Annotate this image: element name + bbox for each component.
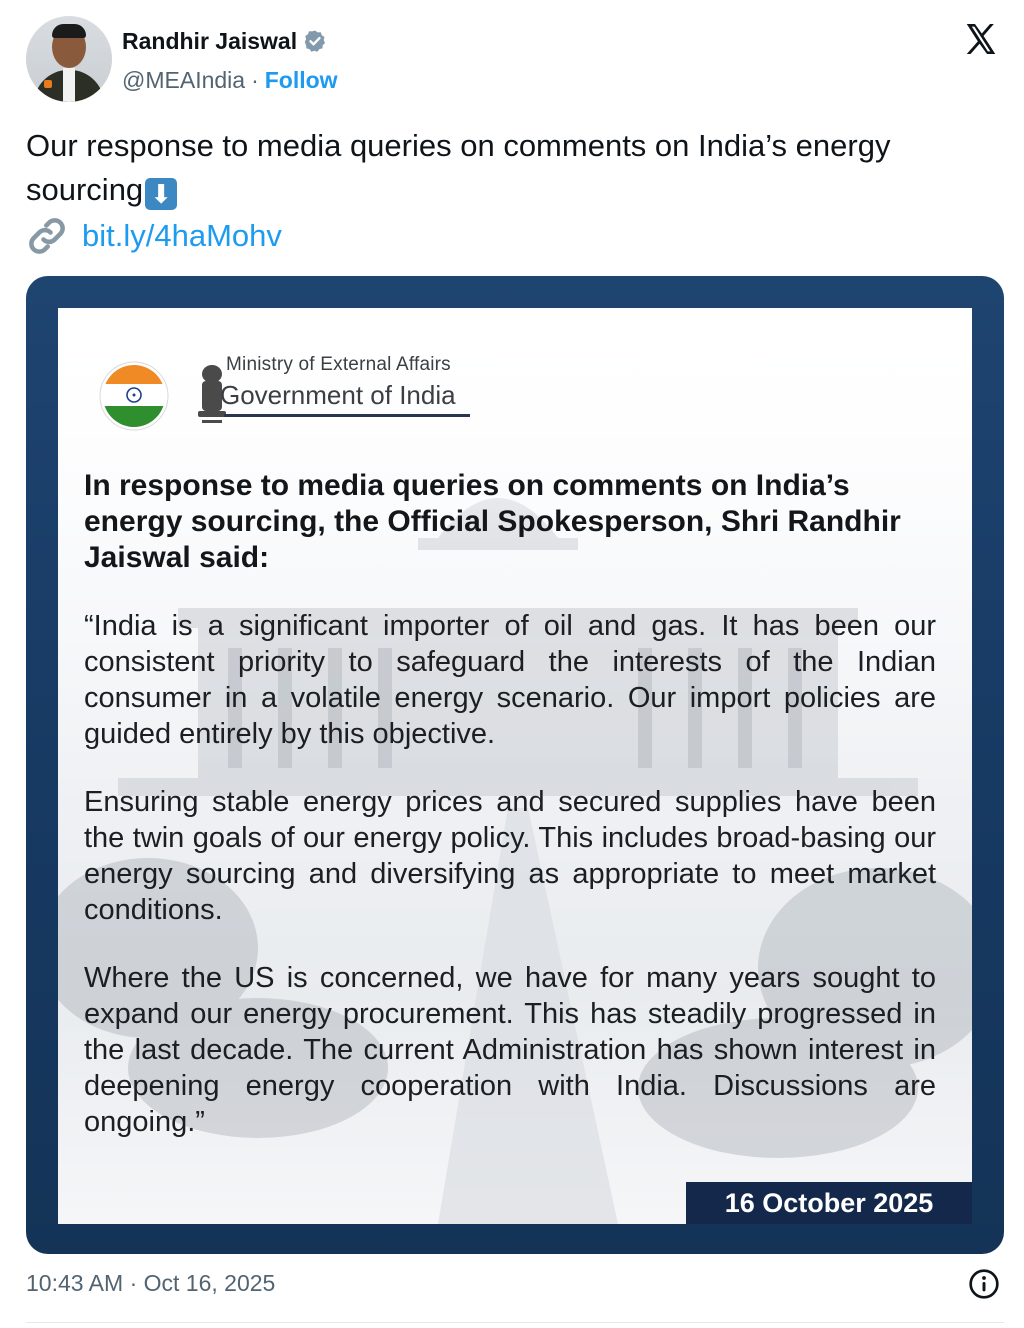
statement-paragraph-2: Ensuring stable energy prices and secured supplies have been the twin goals of our energy policy. This includes broad-basing our energy sourcing and diversifying as appropriate to meet market conditions. [84,786,936,926]
down-arrow-emoji-icon: ⬇ [145,178,177,210]
statement-headline: In response to media queries on comments on India’s energy sourcing, the Official Spokesperson, Shri Randhir Jaiswal said: [84,469,901,574]
follow-button[interactable]: Follow [264,66,338,93]
avatar-pin [44,80,52,88]
statement-panel [58,308,972,1224]
ministry-underline [224,414,470,417]
tweet-timestamp[interactable]: 10:43 AM · Oct 16, 2025 [26,1270,276,1296]
separator-dot: · [251,66,259,93]
ministry-name: Ministry of External Affairs [226,354,451,375]
tweet-body: Our response to media queries on comments on India’s energy sourcing [26,128,891,207]
footer-divider [26,1322,1004,1323]
author-avatar[interactable] [26,16,112,102]
statement-paragraph-1: “India is a significant importer of oil and gas. It has been our consistent priority to safeguard the interests of the Indian consumer in a volatile energy scenario. Our import policies are guided entirely by this objective. [84,610,936,750]
info-icon[interactable] [968,1268,1000,1300]
author-handle[interactable]: @MEAIndia [122,66,246,93]
government-name: Government of India [220,380,456,410]
statement-date: 16 October 2025 [686,1182,972,1224]
avatar-hair [52,24,86,38]
author-handle-row [122,64,338,96]
tweet-image-card[interactable] [26,276,1004,1254]
tweet-link[interactable]: bit.ly/4haMohv [82,218,282,253]
author-name-row [122,24,327,58]
statement-paragraph-3: Where the US is concerned, we have for many years sought to expand our energy procurement. This has steadily progressed in the last decade. The current Administration has shown interest in deepening energy cooperation with India. Discussions are ongoing.” [84,962,936,1138]
x-logo-icon[interactable] [962,20,1000,58]
link-icon [26,215,68,257]
link-row [26,212,282,260]
verified-badge-icon [303,29,327,53]
avatar-shirt [63,68,75,102]
tweet-text [26,124,986,212]
author-name[interactable]: Randhir Jaiswal [122,27,298,54]
